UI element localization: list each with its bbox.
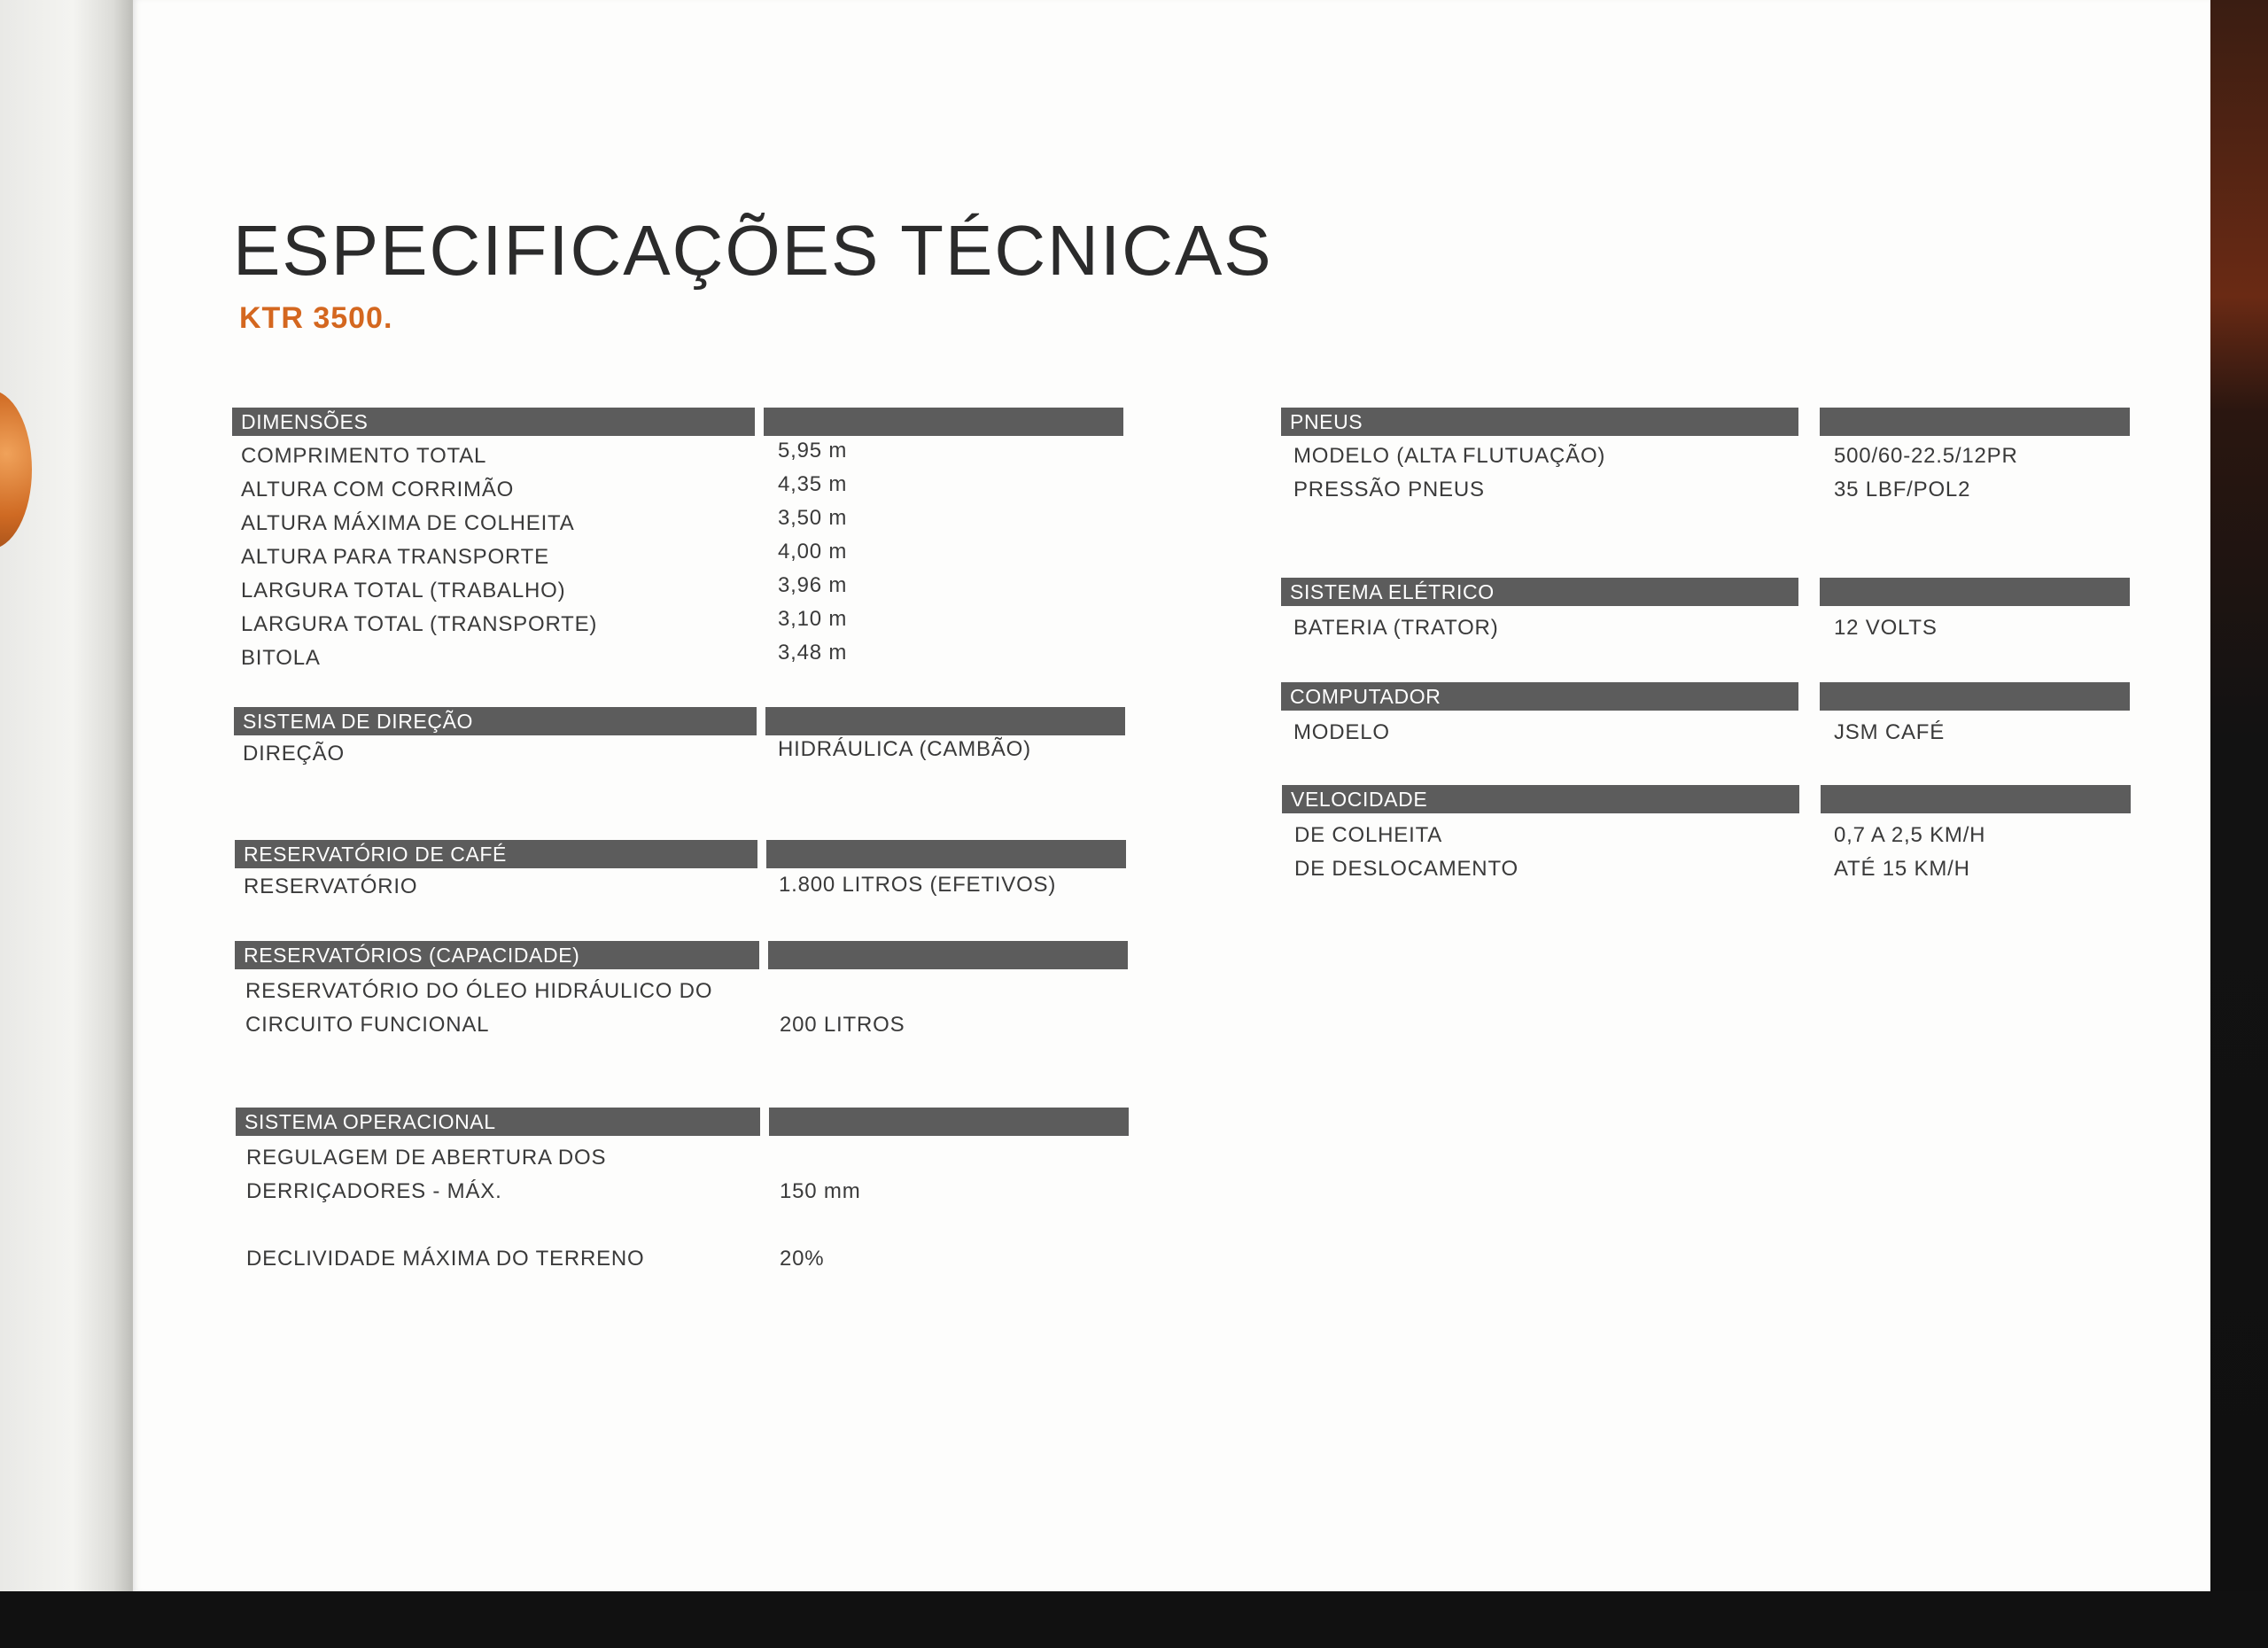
section-dimensoes xyxy=(232,408,1127,675)
section-header-value-bar xyxy=(1820,682,2130,711)
spec-row xyxy=(232,641,1127,675)
spec-label: ALTURA MÁXIMA DE COLHEITA xyxy=(241,511,575,535)
spec-row xyxy=(1281,439,2132,473)
spec-row xyxy=(232,439,1127,473)
section-header: VELOCIDADE xyxy=(1282,785,1799,813)
spec-value: 20% xyxy=(780,1247,825,1271)
section-header-value-bar xyxy=(1821,785,2131,813)
spec-value: HIDRÁULICA (CAMBÃO) xyxy=(778,737,1031,761)
bottom-scan-edge xyxy=(0,1591,2268,1648)
spec-row xyxy=(232,608,1127,641)
spec-value: 12 VOLTS xyxy=(1834,616,1938,640)
section-header: PNEUS xyxy=(1281,408,1798,436)
spec-label: DECLIVIDADE MÁXIMA DO TERRENO xyxy=(246,1247,645,1271)
spec-row-continued xyxy=(236,1175,1132,1209)
spec-label: PRESSÃO PNEUS xyxy=(1293,478,1485,501)
section-computador xyxy=(1281,682,2132,750)
section-sistema-eletrico xyxy=(1281,578,2132,645)
spec-row xyxy=(1281,473,2132,507)
section-reservatorio-cafe xyxy=(235,840,1130,904)
spec-value: 3,10 m xyxy=(778,607,848,631)
section-velocidade xyxy=(1282,785,2132,886)
spec-label: BATERIA (TRATOR) xyxy=(1293,616,1499,640)
spec-value: ATÉ 15 KM/H xyxy=(1834,857,1970,881)
section-pneus xyxy=(1281,408,2132,507)
spec-value: 4,00 m xyxy=(778,540,848,564)
section-header: COMPUTADOR xyxy=(1281,682,1798,711)
spec-label: MODELO xyxy=(1293,720,1390,744)
spec-label: COMPRIMENTO TOTAL xyxy=(241,444,487,468)
spec-value: 1.800 LITROS (EFETIVOS) xyxy=(779,873,1057,897)
spec-label: DIREÇÃO xyxy=(243,742,345,766)
spec-row xyxy=(232,473,1127,507)
spec-row-continued xyxy=(235,1008,1131,1042)
spec-value: JSM CAFÉ xyxy=(1834,720,1946,744)
spec-value: 5,95 m xyxy=(778,439,848,463)
spec-value: 3,96 m xyxy=(778,573,848,597)
spec-value: 3,48 m xyxy=(778,641,848,665)
spec-label: DE DESLOCAMENTO xyxy=(1294,857,1518,881)
model-subtitle: KTR 3500. xyxy=(239,301,393,335)
spec-row xyxy=(1281,611,2132,645)
spec-row xyxy=(236,1242,1132,1276)
section-sistema-direcao xyxy=(234,707,1129,771)
section-header: SISTEMA OPERACIONAL xyxy=(236,1108,760,1136)
spec-row xyxy=(1282,852,2132,886)
brochure-page xyxy=(133,0,2210,1591)
spec-row xyxy=(1281,716,2132,750)
page-title: ESPECIFICAÇÕES TÉCNICAS xyxy=(233,211,1273,290)
section-header-value-bar xyxy=(766,840,1126,868)
spec-label-continued: DERRIÇADORES - MÁX. xyxy=(246,1179,502,1203)
spec-label: DE COLHEITA xyxy=(1294,823,1443,847)
section-header: SISTEMA DE DIREÇÃO xyxy=(234,707,757,735)
section-header: SISTEMA ELÉTRICO xyxy=(1281,578,1798,606)
section-header-value-bar xyxy=(768,941,1128,969)
spec-value: 35 LBF/POL2 xyxy=(1834,478,1971,501)
spec-label: MODELO (ALTA FLUTUAÇÃO) xyxy=(1293,444,1606,468)
section-header-value-bar xyxy=(1820,408,2130,436)
spec-value: 4,35 m xyxy=(778,472,848,496)
spec-label: LARGURA TOTAL (TRABALHO) xyxy=(241,579,566,602)
spec-row xyxy=(1282,819,2132,852)
spec-label: BITOLA xyxy=(241,646,321,670)
spec-value: 500/60-22.5/12PR xyxy=(1834,444,2018,468)
spec-label: ALTURA COM CORRIMÃO xyxy=(241,478,515,501)
right-scan-edge xyxy=(2206,0,2268,1648)
spec-row xyxy=(236,1141,1132,1175)
section-reservatorios-capacidade xyxy=(235,941,1131,1042)
spec-label: RESERVATÓRIO xyxy=(244,875,418,898)
section-header-value-bar xyxy=(764,408,1123,436)
spec-value: 200 LITROS xyxy=(780,1013,905,1037)
spec-label-continued: CIRCUITO FUNCIONAL xyxy=(245,1013,490,1037)
section-header: RESERVATÓRIOS (CAPACIDADE) xyxy=(235,941,759,969)
section-header: DIMENSÕES xyxy=(232,408,755,436)
spec-row xyxy=(232,540,1127,574)
spec-label: REGULAGEM DE ABERTURA DOS xyxy=(246,1146,607,1170)
spec-row xyxy=(234,737,1129,771)
section-header-value-bar xyxy=(769,1108,1129,1136)
spec-row xyxy=(235,870,1130,904)
section-sistema-operacional xyxy=(236,1108,1132,1276)
spec-label: RESERVATÓRIO DO ÓLEO HIDRÁULICO DO xyxy=(245,979,713,1003)
spacer-row xyxy=(236,1209,1132,1242)
spec-value: 150 mm xyxy=(780,1179,861,1203)
spec-label: LARGURA TOTAL (TRANSPORTE) xyxy=(241,612,598,636)
spec-row xyxy=(232,574,1127,608)
spec-label: ALTURA PARA TRANSPORTE xyxy=(241,545,549,569)
spec-row xyxy=(235,975,1131,1008)
spec-value: 0,7 A 2,5 KM/H xyxy=(1834,823,1986,847)
section-header-value-bar xyxy=(1820,578,2130,606)
spec-row xyxy=(232,507,1127,540)
adjacent-page-edge xyxy=(0,0,133,1595)
spec-value: 3,50 m xyxy=(778,506,848,530)
section-header-value-bar xyxy=(765,707,1125,735)
section-header: RESERVATÓRIO DE CAFÉ xyxy=(235,840,757,868)
